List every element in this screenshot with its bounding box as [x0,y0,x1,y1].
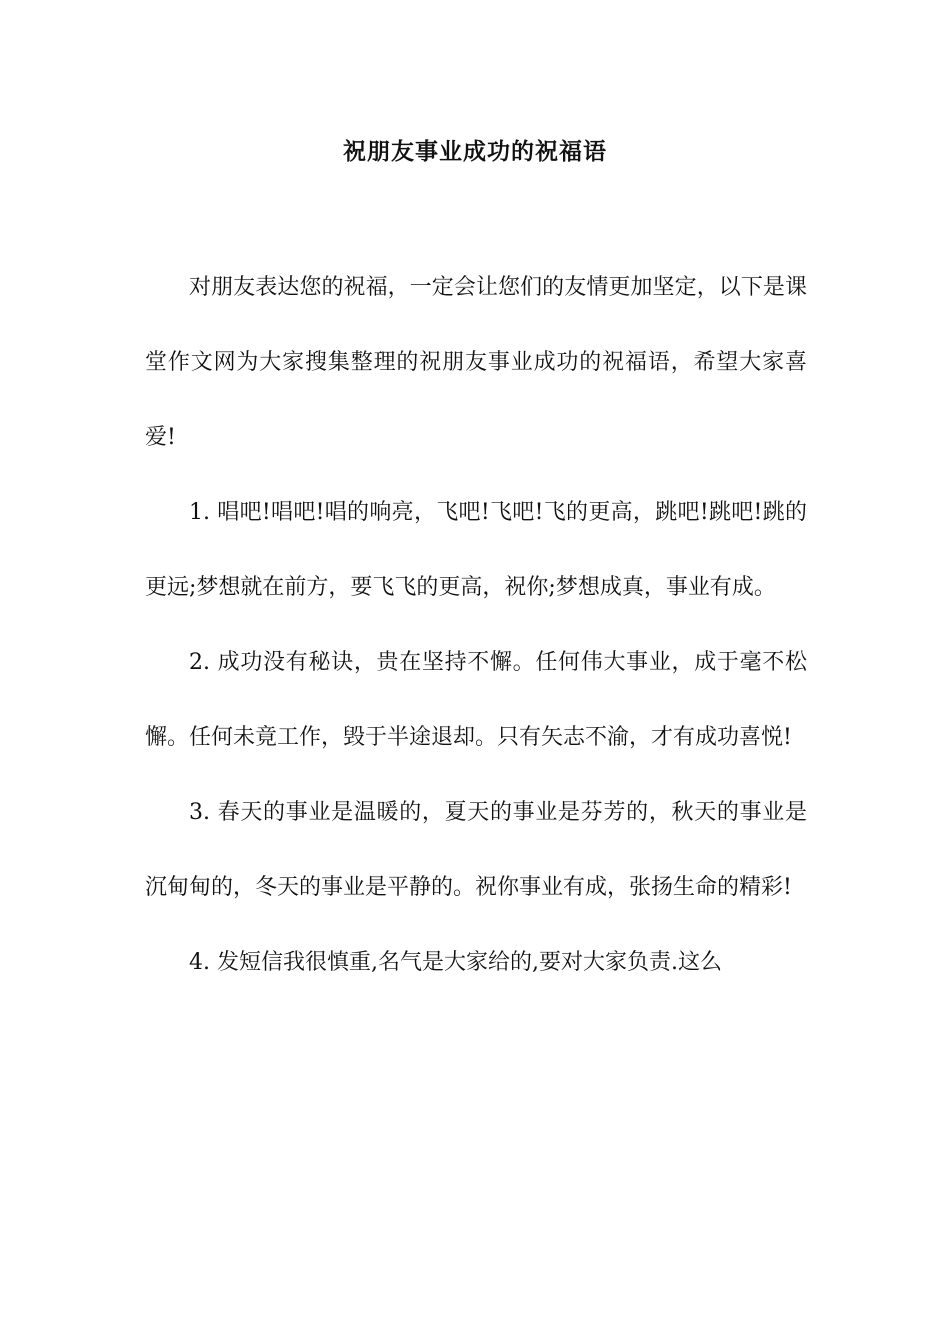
document-title: 祝朋友事业成功的祝福语 [343,138,607,165]
wish-paragraph-2: 2. 成功没有秘诀，贵在坚持不懈。任何伟大事业，成于毫不松懈。任何未竟工作，毁于半途退却。只有矢志不渝，才有成功喜悦! [145,650,807,750]
wish-paragraph-3: 3. 春天的事业是温暖的，夏天的事业是芬芳的，秋天的事业是沉甸甸的，冬天的事业是平静的。祝你事业有成，张扬生命的精彩! [145,800,807,900]
intro-paragraph: 对朋友表达您的祝福，一定会让您们的友情更加坚定，以下是课堂作文网为大家搜集整理的祝朋友事业成功的祝福语，希望大家喜爱! [145,275,807,450]
document-body [145,250,807,1000]
wish-paragraph-4: 4. 发短信我很慎重,名气是大家给的,要对大家负责.这么 [189,950,722,975]
wish-paragraph-1: 1. 唱吧!唱吧!唱的响亮，飞吧!飞吧!飞的更高，跳吧!跳吧!跳的更远;梦想就在前方，要飞飞的更高，祝你;梦想成真，事业有成。 [145,500,807,600]
